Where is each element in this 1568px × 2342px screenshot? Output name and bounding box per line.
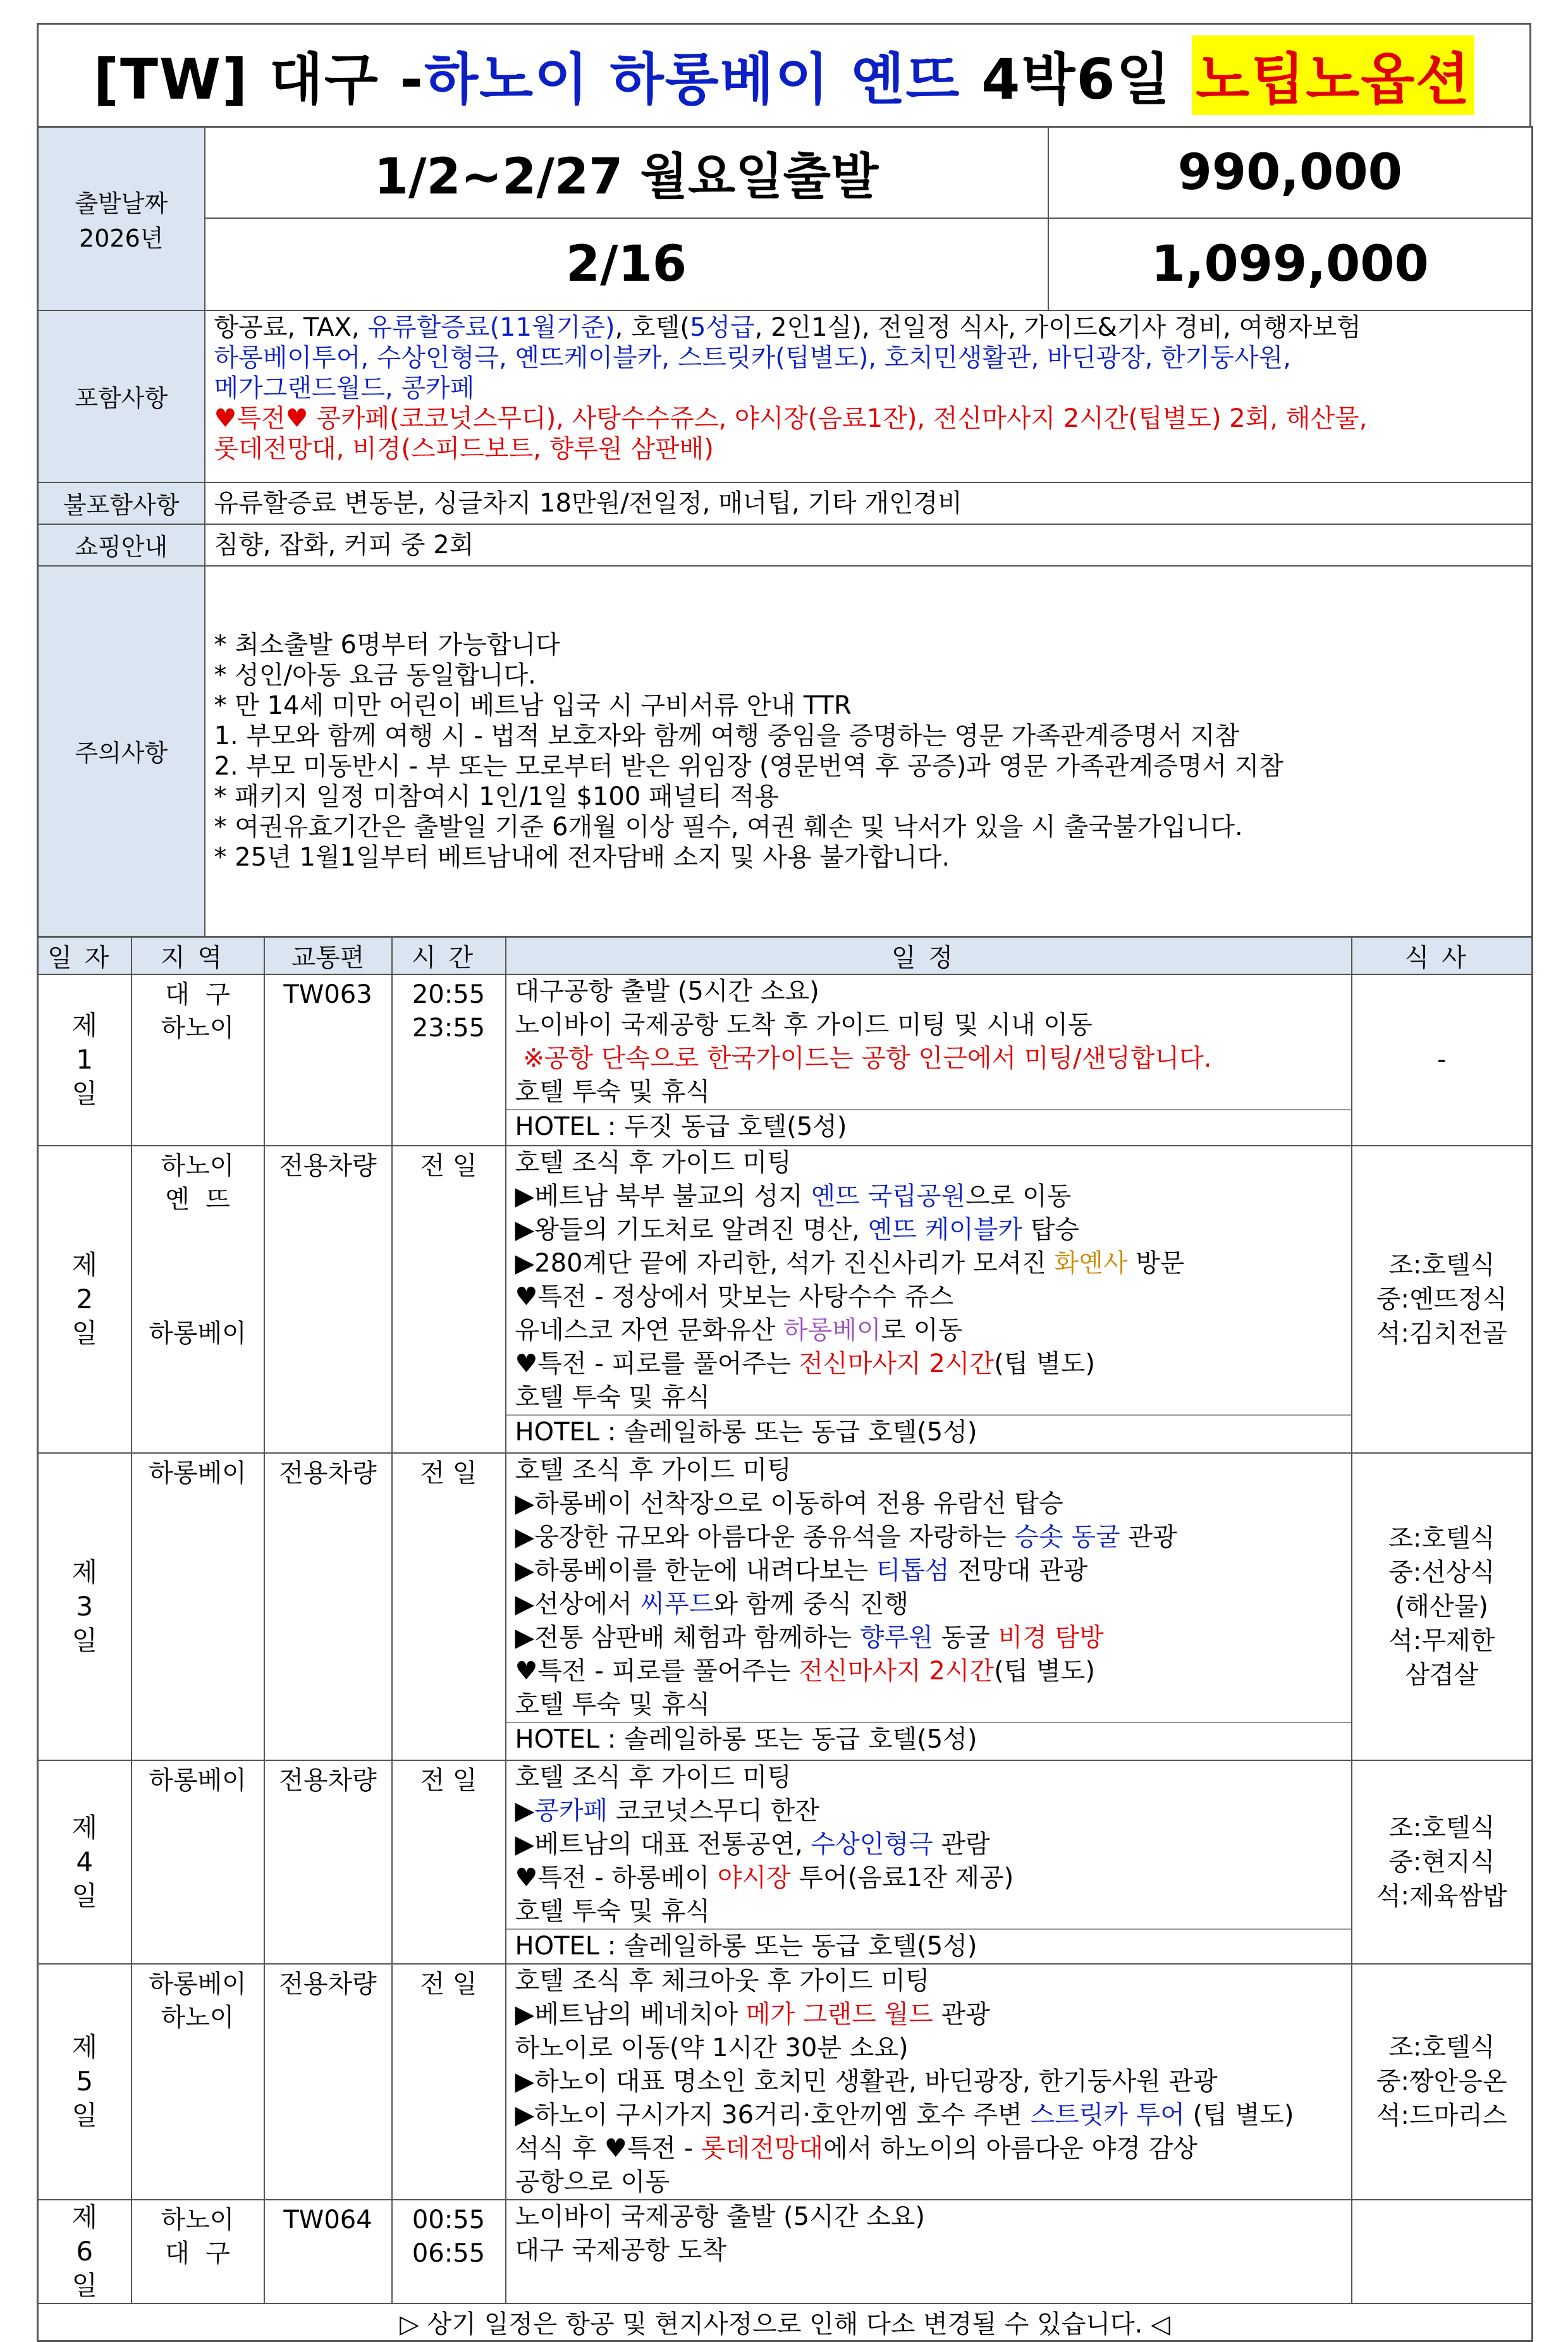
itinerary-line: ▶전통 삼판배 체험과 함께하는 향루원 동굴 비경 탐방 xyxy=(515,1622,1104,1652)
itinerary-line: 공항으로 이동 xyxy=(515,2167,670,2197)
hotel-line: HOTEL : 솔레일하롱 또는 동급 호텔(5성) xyxy=(506,1928,1351,1963)
day-itinerary xyxy=(506,1146,1352,1453)
day-transport: 전용차량 xyxy=(264,1453,392,1760)
hotel-line: HOTEL : 솔레일하롱 또는 동급 호텔(5성) xyxy=(506,1722,1351,1756)
itinerary-line: 노이바이 국제공항 출발 (5시간 소요) xyxy=(515,2202,925,2231)
itinerary-line: ▶하롱베이 선착장으로 이동하여 전용 유람선 탑승 xyxy=(515,1488,1063,1518)
day-row xyxy=(38,1453,1533,1760)
itinerary-line: ▶베트남 북부 불교의 성지 옌뜨 국립공원으로 이동 xyxy=(515,1181,1072,1211)
day-transport: 전용차량 xyxy=(264,1760,392,1964)
itinerary-line: 하노이로 이동(약 1시간 30분 소요) xyxy=(515,2033,909,2063)
footer-note: ▷ 상기 일정은 항공 및 현지사정으로 인해 다소 변경될 수 있습니다. ◁ xyxy=(38,2303,1533,2341)
itinerary-line: 유네스코 자연 문화유산 하롱베이로 이동 xyxy=(515,1315,963,1345)
itinerary-line: ▶280계단 끝에 자리한, 석가 진신사리가 모셔진 화옌사 방문 xyxy=(515,1248,1185,1278)
day-time: 20:55 23:55 xyxy=(392,974,506,1146)
schedule-table xyxy=(37,936,1533,2342)
schedule-header: 일자 지역 교통편 시간 일정 식사 xyxy=(38,936,1533,974)
departure-dates: 1/2~2/27 월요일출발 xyxy=(205,127,1048,218)
hotel-line: HOTEL : 두짓 동급 호텔(5성) xyxy=(506,1109,1351,1144)
day-meals: 조:호텔식 중:현지식 석:제육쌈밥 xyxy=(1352,1760,1533,1964)
day-transport: 전용차량 xyxy=(264,1964,392,2200)
day-number: 제3일 xyxy=(38,1453,132,1760)
excluded-label: 불포함사항 xyxy=(38,482,205,524)
schedule-body xyxy=(38,974,1533,2303)
day-region: 하롱베이 xyxy=(132,1453,264,1760)
day-number: 제1일 xyxy=(38,974,132,1146)
departure-label: 출발날짜 2026년 xyxy=(38,127,205,310)
shopping-text: 침향, 잡화, 커피 중 2회 xyxy=(205,524,1533,566)
itinerary-line: 호텔 투숙 및 휴식 xyxy=(515,1077,711,1107)
day-region: 하롱베이 xyxy=(132,1760,264,1964)
title-prefix: [TW] 대구 - xyxy=(93,47,425,112)
day-row xyxy=(38,974,1533,1146)
departure-price: 1,099,000 xyxy=(1048,218,1533,310)
itinerary-line: ▶하노이 대표 명소인 호치민 생활관, 바딘광장, 한기둥사원 관광 xyxy=(515,2066,1218,2096)
day-time: 전 일 xyxy=(392,1146,506,1453)
title-duration: 4박6일 xyxy=(960,47,1192,112)
day-itinerary xyxy=(506,1453,1352,1760)
included-label: 포함사항 xyxy=(38,310,205,482)
itinerary-line: ▶왕들의 기도처로 알려진 명산, 옌뜨 케이블카 탑승 xyxy=(515,1215,1080,1244)
day-time: 전 일 xyxy=(392,1453,506,1760)
day-row xyxy=(38,1964,1533,2200)
itinerary-line: 호텔 조식 후 가이드 미팅 xyxy=(515,1762,792,1792)
itinerary-sheet xyxy=(37,23,1531,2342)
itinerary-line: 호텔 조식 후 가이드 미팅 xyxy=(515,1455,792,1485)
day-region: 대 구 하노이 xyxy=(132,974,264,1146)
info-table xyxy=(37,126,1533,938)
itinerary-line: 호텔 투숙 및 휴식 xyxy=(515,1689,711,1719)
day-itinerary xyxy=(506,1760,1352,1964)
itinerary-line: ▶하롱베이를 한눈에 내려다보는 티톱섬 전망대 관광 xyxy=(515,1555,1088,1585)
itinerary-line: 대구공항 출발 (5시간 소요) xyxy=(515,976,819,1006)
day-region: 하노이 옌 뜨 하롱베이 xyxy=(132,1146,264,1453)
itinerary-line: ♥특전 - 하롱베이 야시장 투어(음료1잔 제공) xyxy=(515,1863,1014,1892)
itinerary-line: 호텔 조식 후 가이드 미팅 xyxy=(515,1148,792,1177)
itinerary-line: ♥특전 - 피로를 풀어주는 전신마사지 2시간(팁 별도) xyxy=(515,1349,1095,1378)
day-number: 제2일 xyxy=(38,1146,132,1453)
day-row xyxy=(38,2200,1533,2303)
departure-dates: 2/16 xyxy=(205,218,1048,310)
day-time: 전 일 xyxy=(392,1964,506,2200)
itinerary-line: ♥특전 - 피로를 풀어주는 전신마사지 2시간(팁 별도) xyxy=(515,1656,1095,1686)
itinerary-line: 호텔 투숙 및 휴식 xyxy=(515,1896,711,1926)
day-transport: 전용차량 xyxy=(264,1146,392,1453)
day-number: 제5일 xyxy=(38,1964,132,2200)
no-tip-no-option-badge: 노팁노옵션 xyxy=(1192,35,1474,115)
day-meals xyxy=(1352,2200,1533,2303)
excluded-text: 유류할증료 변동분, 싱글차지 18만원/전일정, 매너팁, 기타 개인경비 xyxy=(205,482,1533,524)
itinerary-line: ▶하노이 구시가지 36거리·호안끼엠 호수 주변 스트릿카 투어 (팁 별도) xyxy=(515,2100,1294,2130)
day-time: 전 일 xyxy=(392,1760,506,1964)
day-meals: 조:호텔식 중:선상식 (해산물) 석:무제한 삼겹살 xyxy=(1352,1453,1533,1760)
itinerary-line: ▶베트남의 대표 전통공연, 수상인형극 관람 xyxy=(515,1829,990,1859)
title-route: 하노이 하롱베이 옌뜨 xyxy=(424,47,961,112)
itinerary-line: ▶콩카페 코코넛스무디 한잔 xyxy=(515,1796,819,1825)
day-meals: - xyxy=(1352,974,1533,1146)
itinerary-line: 호텔 조식 후 체크아웃 후 가이드 미팅 xyxy=(515,1966,930,1996)
itinerary-line: 노이바이 국제공항 도착 후 가이드 미팅 및 시내 이동 xyxy=(515,1010,1093,1039)
hotel-line: HOTEL : 솔레일하롱 또는 동급 호텔(5성) xyxy=(506,1414,1351,1449)
itinerary-line: ▶웅장한 규모와 아름다운 종유석을 자랑하는 승솟 동굴 관광 xyxy=(515,1522,1177,1552)
shopping-label: 쇼핑안내 xyxy=(38,524,205,566)
day-row xyxy=(38,1146,1533,1453)
day-region: 하롱베이 하노이 xyxy=(132,1964,264,2200)
page-title xyxy=(37,23,1531,128)
day-region: 하노이 대 구 xyxy=(132,2200,264,2303)
day-row xyxy=(38,1760,1533,1964)
day-transport: TW063 xyxy=(264,974,392,1146)
notes-label: 주의사항 xyxy=(38,566,205,937)
itinerary-line: ♥특전 - 정상에서 맛보는 사탕수수 쥬스 xyxy=(515,1282,953,1311)
day-meals: 조:호텔식 중:짱안응온 석:드마리스 xyxy=(1352,1964,1533,2200)
itinerary-line: ▶선상에서 씨푸드와 함께 중식 진행 xyxy=(515,1589,909,1619)
itinerary-line: 석식 후 ♥특전 - 롯데전망대에서 하노이의 아름다운 야경 감상 xyxy=(515,2133,1197,2163)
day-itinerary xyxy=(506,974,1352,1146)
day-number: 제4일 xyxy=(38,1760,132,1964)
itinerary-line: ※공항 단속으로 한국가이드는 공항 인근에서 미팅/샌딩합니다. xyxy=(515,1043,1212,1073)
day-transport: TW064 xyxy=(264,2200,392,2303)
day-number: 제6일 xyxy=(38,2200,132,2303)
departure-price: 990,000 xyxy=(1048,127,1533,218)
itinerary-line: ▶베트남의 베네치아 메가 그랜드 월드 관광 xyxy=(515,1999,990,2029)
itinerary-line: 호텔 투숙 및 휴식 xyxy=(515,1382,711,1412)
itinerary-line: 대구 국제공항 도착 xyxy=(515,2235,727,2265)
day-time: 00:55 06:55 xyxy=(392,2200,506,2303)
day-itinerary xyxy=(506,1964,1352,2200)
notes-text: * 최소출발 6명부터 가능합니다 * 성인/아동 요금 동일합니다. * 만 14세 미만 어린이 베트남 입국 시 구비서류 안내 TTR 1. 부모와 함께 여행 시 - 법적 보호자와 함께 여행 중임을 증명하는 영문 가족관계증명서 지참 2. 부모 미동반시 - 부 또는 모로부터 받은 위임장 (영문번역 후 공증)과 영문 가족관계증명서 지참 * 패키지 일정 미참여시 1인/1일 $100 패널티 적용 * 여권유효기간은 출발일 기준 6개월 이상 필수, 여권 훼손 및 낙서가 있을 시 출국불가입니다. * 25년 1월1일부터 베트남내에 전자담배 소지 및 사용 불가합니다. xyxy=(205,566,1533,937)
day-itinerary xyxy=(506,2200,1352,2303)
day-meals: 조:호텔식 중:옌뜨정식 석:김치전골 xyxy=(1352,1146,1533,1453)
included-text: 항공료, TAX, 유류할증료(11월기준), 호텔(5성급, 2인1실), 전일정 식사, 가이드&기사 경비, 여행자보험 하롱베이투어, 수상인형극, 옌뜨케이블카, 스트릿카(팁별도), 호치민생활관, 바딘광장, 한기둥사원, 메가그랜드월드, 콩카페 ♥특전♥ 콩카페(코코넛스무디), 사탕수수쥬스, 야시장(음료1잔), 전신마사지 2시간(팁별도) 2회, 해산물, 롯데전망대, 비경(스피드보트, 향루원 삼판배) xyxy=(205,310,1533,482)
